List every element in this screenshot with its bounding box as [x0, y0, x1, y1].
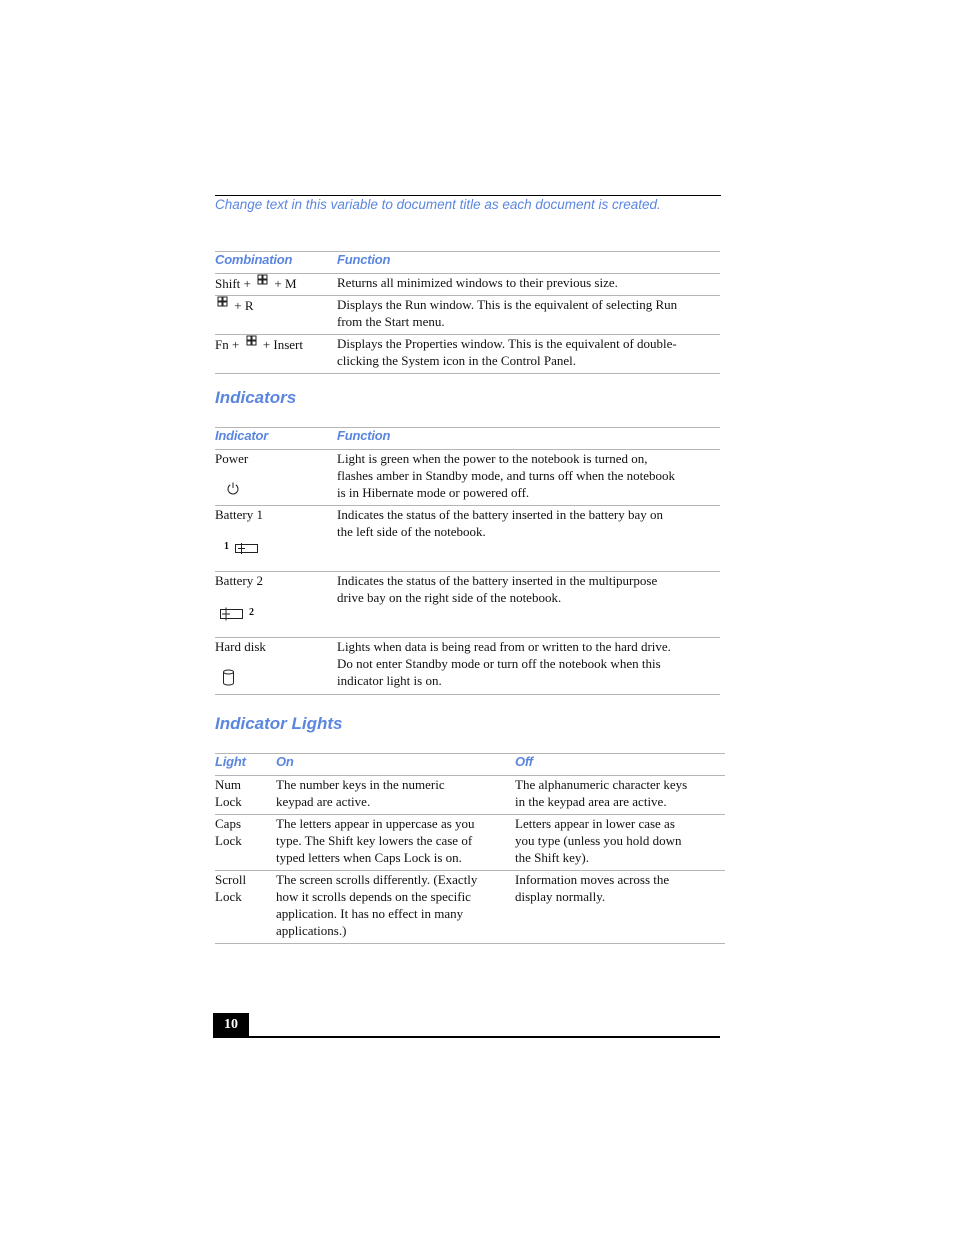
indicator-name: Power	[215, 451, 249, 466]
column-header-on: On	[276, 754, 294, 769]
column-header-indicator: Indicator	[215, 428, 269, 443]
column-header-light: Light	[215, 754, 246, 769]
indicator-description-line: Light is green when the power to the notebook is turned on,	[337, 451, 648, 466]
table-bottom-rule	[215, 943, 725, 944]
function-text-line-2: from the Start menu.	[337, 314, 445, 329]
off-text-line: display normally.	[515, 889, 606, 904]
light-name-line: Lock	[215, 794, 242, 809]
windows-key-icon	[257, 274, 268, 285]
column-header-combination: Combination	[215, 252, 293, 267]
on-text-line: The screen scrolls differently. (Exactly	[276, 872, 478, 887]
on-text-line: application. It has no effect in many	[276, 906, 464, 921]
column-header-function: Function	[337, 428, 391, 443]
battery-2-icon	[219, 607, 245, 621]
light-name-line: Lock	[215, 833, 242, 848]
function-text-line-1: Displays the Properties window. This is the equivalent of double-	[337, 336, 677, 351]
off-text-line: the Shift key).	[515, 850, 590, 865]
light-name-line: Caps	[215, 816, 241, 831]
on-text-line: typed letters when Caps Lock is on.	[276, 850, 462, 865]
off-text-line: The alphanumeric character keys	[515, 777, 688, 792]
light-name-line: Num	[215, 777, 241, 792]
on-text-line: applications.)	[276, 923, 347, 938]
on-text-line: keypad are active.	[276, 794, 371, 809]
table-top-rule	[215, 427, 720, 428]
combo-prefix: Shift +	[215, 276, 251, 291]
column-header-off: Off	[515, 754, 533, 769]
windows-key-icon	[246, 335, 257, 346]
windows-key-icon	[217, 296, 228, 307]
column-header-function: Function	[337, 252, 391, 267]
hard-disk-icon	[222, 669, 235, 686]
on-text-line: The letters appear in uppercase as you	[276, 816, 475, 831]
on-text-line: The number keys in the numeric	[276, 777, 445, 792]
off-text-line: Letters appear in lower case as	[515, 816, 675, 831]
indicator-description-line: Lights when data is being read from or written to the hard drive.	[337, 639, 671, 654]
table-bottom-rule	[215, 694, 720, 695]
running-title: Change text in this variable to document title as each document is created.	[215, 197, 661, 212]
indicator-description-line: flashes amber in Standby mode, and turns off when the notebook	[337, 468, 676, 483]
off-text-line: in the keypad area are active.	[515, 794, 667, 809]
indicator-description-line: is in Hibernate mode or powered off.	[337, 485, 530, 500]
battery-number-label: 2	[249, 607, 254, 618]
function-text-line-1: Displays the Run window. This is the equivalent of selecting Run	[337, 297, 678, 312]
table-bottom-rule	[215, 373, 720, 374]
table-row	[215, 335, 303, 353]
indicator-name: Hard disk	[215, 639, 266, 654]
indicator-description-line: Indicates the status of the battery inserted in the battery bay on	[337, 507, 663, 522]
indicator-name: Battery 2	[215, 573, 264, 588]
combo-suffix: + R	[234, 298, 254, 313]
indicator-description-line: drive bay on the right side of the notebook.	[337, 590, 562, 605]
combo-suffix: + Insert	[262, 337, 303, 352]
on-text-line: how it scrolls depends on the specific	[276, 889, 471, 904]
off-text-line: Information moves across the	[515, 872, 670, 887]
indicator-description-line: the left side of the notebook.	[337, 524, 486, 539]
off-text-line: you type (unless you hold down	[515, 833, 682, 848]
combo-prefix: Fn +	[215, 337, 240, 352]
section-heading-indicators: Indicators	[215, 388, 297, 407]
table-row	[215, 274, 297, 292]
indicator-description-line: indicator light is on.	[337, 673, 442, 688]
combo-suffix: + M	[274, 276, 297, 291]
section-heading-indicator-lights: Indicator Lights	[215, 714, 343, 733]
light-name-line: Lock	[215, 889, 242, 904]
indicator-description-line: Do not enter Standby mode or turn off the notebook when this	[337, 656, 661, 671]
table-row	[215, 296, 254, 314]
function-text-line-2: clicking the System icon in the Control Panel.	[337, 353, 577, 368]
indicator-description-line: Indicates the status of the battery inserted in the multipurpose	[337, 573, 658, 588]
light-name-line: Scroll	[215, 872, 247, 887]
page-number: 10	[213, 1013, 249, 1036]
battery-1-icon	[234, 543, 260, 555]
footer-rule	[213, 1036, 720, 1038]
function-text: Returns all minimized windows to their previous size.	[337, 275, 618, 290]
battery-number-label: 1	[224, 541, 229, 552]
indicator-name: Battery 1	[215, 507, 264, 522]
header-rule	[215, 195, 721, 196]
power-icon	[226, 481, 240, 495]
on-text-line: type. The Shift key lowers the case of	[276, 833, 473, 848]
